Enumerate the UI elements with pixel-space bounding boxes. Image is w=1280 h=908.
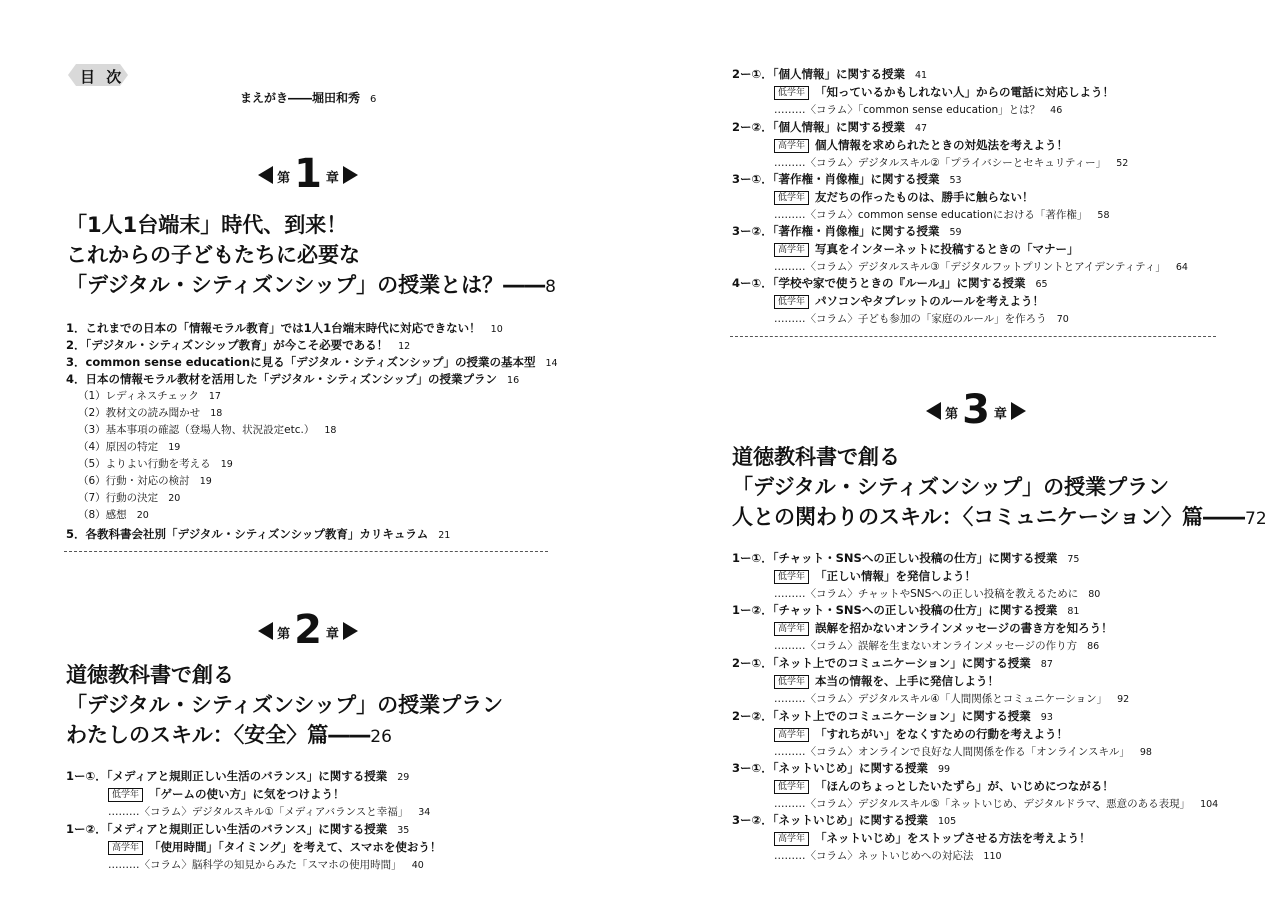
lesson-subtitle-text: 「ネットいじめ」をストップさせる方法を考えよう！ (815, 831, 1091, 845)
grade-badge: 高学年 (774, 139, 809, 153)
column-text: ………〈コラム〉チャットやSNSへの正しい投稿を教えるために (774, 588, 1079, 600)
grade-badge: 低学年 (108, 788, 143, 802)
lesson-subtitle-text: 写真をインターネットに投稿するときの「マナー」 (815, 242, 1079, 256)
column-page: 34 (418, 807, 431, 818)
toc-item[interactable] (66, 371, 519, 389)
grade-badge: 低学年 (774, 295, 809, 309)
column-page: 98 (1139, 747, 1152, 758)
column-text: ………〈コラム〉common sense educationにおける「著作権」 (774, 209, 1088, 221)
maegaki-text: まえがき――堀田和秀 (240, 91, 361, 105)
lesson-subtitle-text: 「すれちがい」をなくすための行動を考えよう！ (815, 727, 1069, 741)
toc-subitem[interactable] (78, 388, 221, 405)
toc-item[interactable] (66, 526, 450, 544)
column-text: ………〈コラム〉デジタルスキル③「デジタルフットプリントとアイデンティティ」 (774, 261, 1166, 273)
title-page: 8 (545, 277, 556, 297)
chapter-sho: 章 (325, 171, 339, 186)
lesson-subtitle-text: 本当の情報を、上手に発信しよう！ (815, 674, 1000, 688)
lesson-subtitle[interactable] (774, 241, 1078, 257)
lesson-page: 93 (1040, 712, 1053, 723)
toc-subitem-text: （4）原因の特定 (78, 441, 159, 453)
lesson-subtitle-text: 「ほんのちょっとしたいたずら」が、いじめにつながる！ (815, 779, 1114, 793)
title-line: わたしのスキル：〈安全〉篇―― (66, 723, 371, 747)
lesson-heading[interactable] (732, 655, 1053, 673)
grade-badge: 低学年 (774, 86, 809, 100)
section-divider (730, 336, 1216, 337)
lesson-heading-text: 1ー②．「メディアと規則正しい生活のバランス」に関する授業 (66, 822, 388, 836)
lesson-subtitle[interactable] (774, 830, 1091, 846)
column-text: ………〈コラム〉デジタルスキル④「人間関係とコミュニケーション」 (774, 693, 1108, 705)
toc-subitem-text: （1）レディネスチェック (78, 390, 199, 402)
triangle-left-icon (258, 622, 273, 640)
column-line[interactable] (774, 638, 1099, 655)
lesson-heading[interactable] (732, 760, 950, 778)
toc-subitem-page: 20 (136, 510, 149, 521)
lesson-heading[interactable] (66, 821, 409, 839)
lesson-heading-text: 3ー①．「ネットいじめ」に関する授業 (732, 761, 928, 775)
lesson-heading[interactable] (732, 812, 956, 830)
chapter-1-marker (248, 148, 368, 197)
lesson-heading-text: 2ー①．「ネット上でのコミュニケーション」に関する授業 (732, 656, 1031, 670)
lesson-heading-text: 3ー②．「ネットいじめ」に関する授業 (732, 813, 928, 827)
lesson-page: 41 (915, 70, 928, 81)
toc-subitem[interactable] (78, 473, 212, 490)
column-text: ………〈コラム〉オンラインで良好な人間関係を作る「オンラインスキル」 (774, 746, 1130, 758)
chapter-3-title (732, 442, 1267, 534)
column-page: 110 (983, 851, 1002, 862)
toc-subitem-text: （6）行動・対応の検討 (78, 475, 190, 487)
chapter-sho: 章 (993, 407, 1007, 422)
lesson-subtitle-text: 友だちの作ったものは、勝手に触らない！ (815, 190, 1034, 204)
toc-subitem-page: 19 (220, 459, 233, 470)
lesson-heading[interactable] (732, 550, 1079, 568)
column-page: 64 (1175, 262, 1188, 273)
toc-item-page: 16 (507, 375, 520, 386)
lesson-subtitle[interactable] (774, 568, 976, 584)
toc-subitem-page: 18 (210, 408, 223, 419)
toc-subitem-text: （5）よりよい行動を考える (78, 458, 211, 470)
column-text: ………〈コラム〉誤解を生まないオンラインメッセージの作り方 (774, 640, 1078, 652)
mokuji-label (68, 64, 128, 86)
lesson-heading[interactable] (66, 768, 409, 786)
grade-badge: 高学年 (774, 832, 809, 846)
column-page: 70 (1056, 314, 1069, 325)
chapter-number: 3 (962, 387, 990, 433)
lesson-heading-text: 1ー①．「メディアと規則正しい生活のバランス」に関する授業 (66, 769, 388, 783)
lesson-heading-text: 2ー①．「個人情報」に関する授業 (732, 67, 905, 81)
chapter-3-marker (916, 384, 1036, 433)
section-divider (64, 551, 548, 552)
lesson-page: 29 (397, 772, 410, 783)
maegaki-line (240, 89, 376, 106)
lesson-subtitle-text: 個人情報を求められたときの対処法を考えよう！ (815, 138, 1069, 152)
lesson-page: 59 (949, 227, 962, 238)
lesson-subtitle[interactable] (774, 189, 1034, 205)
lesson-heading[interactable] (732, 275, 1048, 293)
title-line: 「デジタル・シティズンシップ」の授業プラン (66, 693, 504, 717)
lesson-page: 35 (397, 825, 410, 836)
column-line[interactable] (774, 586, 1100, 603)
column-line[interactable] (774, 691, 1129, 708)
toc-subitem-page: 17 (208, 391, 221, 402)
column-page: 52 (1116, 158, 1129, 169)
toc-item-page: 14 (545, 358, 558, 369)
chapter-number: 2 (294, 607, 322, 653)
lesson-subtitle-text: 「知っているかもしれない人」からの電話に対応しよう！ (815, 85, 1115, 99)
lesson-heading[interactable] (732, 708, 1053, 726)
column-line[interactable] (774, 796, 1218, 813)
toc-subitem-text: （2）教材文の読み聞かせ (78, 407, 201, 419)
toc-subitem[interactable] (78, 439, 180, 456)
lesson-heading-text: 2ー②．「個人情報」に関する授業 (732, 120, 905, 134)
title-page: 26 (370, 727, 392, 747)
column-line[interactable] (108, 857, 424, 874)
column-line[interactable] (774, 207, 1110, 224)
lesson-subtitle[interactable] (774, 620, 1113, 636)
toc-subitem-page: 18 (324, 425, 337, 436)
column-page: 92 (1117, 694, 1130, 705)
column-line[interactable] (774, 102, 1062, 119)
lesson-subtitle-text: 「正しい情報」を発信しよう！ (815, 569, 977, 583)
toc-item[interactable] (66, 337, 410, 355)
lesson-subtitle[interactable] (774, 673, 999, 689)
title-page: 72 (1245, 509, 1267, 529)
column-text: ………〈コラム〉デジタルスキル⑤「ネットいじめ、デジタルドラマ、悪意のある表現」 (774, 798, 1191, 810)
title-line: 人との関わりのスキル：〈コミュニケーション〉篇―― (732, 505, 1246, 529)
column-text: ………〈コラム〉脳科学の知見からみた「スマホの使用時間」 (108, 859, 402, 871)
column-page: 58 (1097, 210, 1110, 221)
toc-subitem[interactable] (78, 405, 222, 422)
lesson-subtitle[interactable] (774, 293, 1044, 309)
lesson-heading-text: 2ー②．「ネット上でのコミュニケーション」に関する授業 (732, 709, 1031, 723)
lesson-subtitle[interactable] (774, 137, 1068, 153)
grade-badge: 高学年 (774, 243, 809, 257)
title-line: 道徳教科書で創る (66, 663, 234, 687)
grade-badge: 低学年 (774, 780, 809, 794)
lesson-page: 87 (1040, 659, 1053, 670)
toc-subitem-page: 20 (168, 493, 181, 504)
title-line: これからの子どもたちに必要な (66, 243, 360, 267)
toc-subitem-page: 19 (168, 442, 181, 453)
toc-subitem[interactable] (78, 422, 336, 439)
grade-badge: 高学年 (774, 622, 809, 636)
toc-subitem[interactable] (78, 507, 149, 524)
column-line[interactable] (774, 744, 1152, 761)
column-text: ………〈コラム〉ネットいじめへの対応法 (774, 850, 974, 862)
lesson-heading[interactable] (732, 223, 962, 241)
column-text: ………〈コラム〉「common sense education」とは？ (774, 104, 1041, 116)
title-line: 「デジタル・シティズンシップ」の授業プラン (732, 475, 1170, 499)
grade-badge: 高学年 (774, 728, 809, 742)
lesson-subtitle[interactable] (774, 726, 1068, 742)
toc-subitem-text: （8）感想 (78, 509, 127, 521)
toc-item-text: 4．日本の情報モラル教材を活用した「デジタル・シティズンシップ」の授業プラン (66, 372, 498, 386)
column-line[interactable] (774, 848, 1002, 865)
mokuji-text: 目 次 (80, 68, 125, 86)
lesson-subtitle[interactable] (108, 786, 345, 802)
chapter-sho: 章 (325, 627, 339, 642)
column-text: ………〈コラム〉子ども参加の「家庭のルール」を作ろう (774, 313, 1047, 325)
column-text: ………〈コラム〉デジタルスキル②「プライバシーとセキュリティー」 (774, 157, 1107, 169)
triangle-right-icon (343, 166, 358, 184)
column-line[interactable] (108, 804, 430, 821)
toc-item[interactable] (66, 354, 558, 372)
title-line: 道徳教科書で創る (732, 445, 900, 469)
lesson-subtitle[interactable] (108, 839, 441, 855)
chapter-2-marker (248, 604, 368, 653)
lesson-heading-text: 1ー①．「チャット・SNSへの正しい投稿の仕方」に関する授業 (732, 551, 1058, 565)
chapter-1-title (66, 210, 556, 302)
lesson-page: 75 (1067, 554, 1080, 565)
column-page: 104 (1200, 799, 1219, 810)
right-page (640, 0, 1280, 908)
grade-badge: 高学年 (108, 841, 143, 855)
triangle-left-icon (926, 402, 941, 420)
column-page: 86 (1087, 641, 1100, 652)
grade-badge: 低学年 (774, 191, 809, 205)
column-line[interactable] (774, 155, 1128, 172)
toc-item-page: 21 (438, 530, 451, 541)
toc-subitem[interactable] (78, 490, 180, 507)
chapter-dai: 第 (277, 171, 291, 186)
lesson-subtitle[interactable] (774, 778, 1114, 794)
toc-item-text: 1．これまでの日本の「情報モラル教育」では1人1台端末時代に対応できない！ (66, 321, 481, 335)
lesson-page: 65 (1035, 279, 1048, 290)
lesson-heading-text: 1ー②．「チャット・SNSへの正しい投稿の仕方」に関する授業 (732, 603, 1058, 617)
toc-item-text: 5．各教科書会社別「デジタル・シティズンシップ教育」カリキュラム (66, 527, 429, 541)
toc-subitem-text: （7）行動の決定 (78, 492, 159, 504)
toc-subitem-text: （3）基本事項の確認（登場人物、状況設定etc.） (78, 424, 315, 436)
title-line: 「デジタル・シティズンシップ」の授業とは？―― (66, 273, 546, 297)
column-page: 40 (411, 860, 424, 871)
lesson-subtitle-text: 誤解を招かないオンラインメッセージの書き方を知ろう！ (815, 621, 1113, 635)
lesson-subtitle-text: 「使用時間」「タイミング」を考えて、スマホを使おう！ (149, 840, 442, 854)
lesson-page: 99 (938, 764, 951, 775)
lesson-heading[interactable] (732, 171, 962, 189)
toc-item-text: 2．「デジタル・シティズンシップ教育」が今こそ必要である！ (66, 338, 389, 352)
triangle-right-icon (1011, 402, 1026, 420)
column-line[interactable] (774, 259, 1188, 276)
maegaki-page: 6 (370, 94, 377, 105)
toc-item-page: 12 (398, 341, 411, 352)
chapter-number: 1 (294, 151, 322, 197)
column-line[interactable] (774, 311, 1069, 328)
grade-badge: 低学年 (774, 570, 809, 584)
lesson-subtitle[interactable] (774, 84, 1114, 100)
lesson-heading[interactable] (732, 66, 927, 84)
chapter-dai: 第 (277, 627, 291, 642)
grade-badge: 低学年 (774, 675, 809, 689)
chapter-2-title (66, 660, 503, 752)
lesson-page: 105 (938, 816, 957, 827)
toc-item-text: 3．common sense educationに見る「デジタル・シティズンシップ」の授業の基本型 (66, 355, 536, 369)
triangle-right-icon (343, 622, 358, 640)
lesson-page: 81 (1067, 606, 1080, 617)
toc-subitem[interactable] (78, 456, 233, 473)
column-page: 46 (1050, 105, 1063, 116)
lesson-heading-text: 4ー①．「学校や家で使うときの『ルール』」に関する授業 (732, 276, 1026, 290)
lesson-page: 47 (915, 123, 928, 134)
chapter-dai: 第 (945, 407, 959, 422)
lesson-subtitle-text: パソコンやタブレットのルールを考えよう！ (815, 294, 1044, 308)
toc-item-page: 10 (490, 324, 503, 335)
triangle-left-icon (258, 166, 273, 184)
toc-subitem-page: 19 (199, 476, 212, 487)
lesson-heading-text: 3ー①．「著作権・肖像権」に関する授業 (732, 172, 940, 186)
toc-item[interactable] (66, 320, 503, 338)
lesson-heading-text: 3ー②．「著作権・肖像権」に関する授業 (732, 224, 940, 238)
title-line: 「1人1台端末」時代、到来！ (66, 213, 348, 237)
column-page: 80 (1088, 589, 1101, 600)
column-text: ………〈コラム〉デジタルスキル①「メディアバランスと幸福」 (108, 806, 409, 818)
lesson-heading[interactable] (732, 602, 1079, 620)
lesson-subtitle-text: 「ゲームの使い方」に気をつけよう！ (149, 787, 345, 801)
lesson-page: 53 (949, 175, 962, 186)
lesson-heading[interactable] (732, 119, 927, 137)
